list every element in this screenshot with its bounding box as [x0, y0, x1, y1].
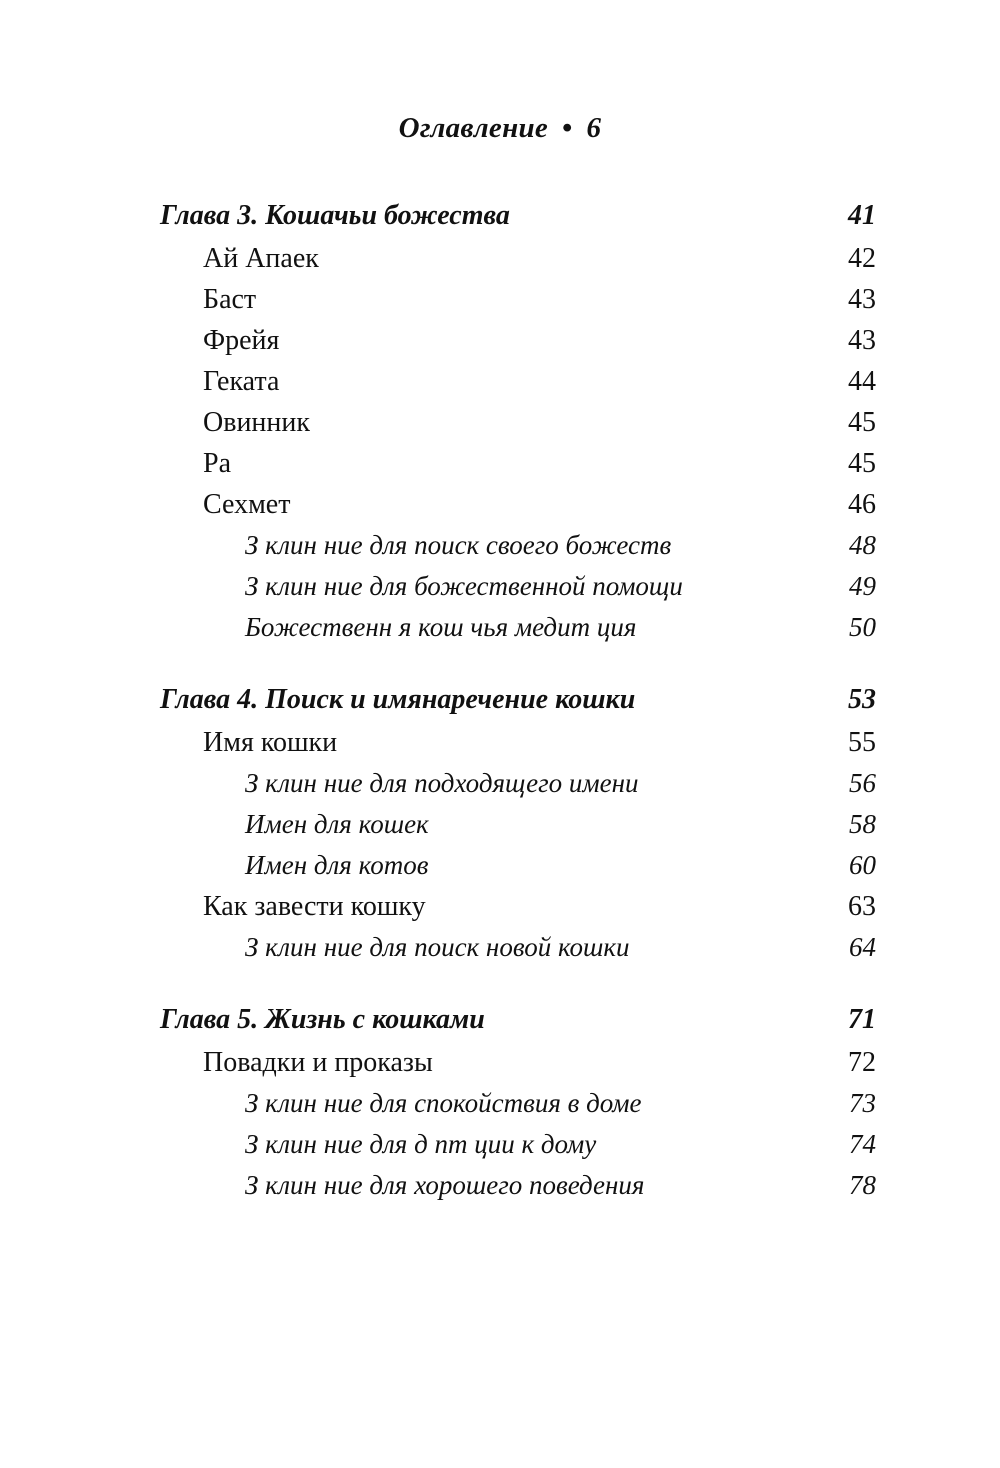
running-head — [0, 108, 1000, 148]
toc-subsection-entry[interactable] — [160, 804, 876, 845]
toc-subsection-entry[interactable] — [160, 1165, 876, 1206]
entry-title: З клин ние для хорошего поведения — [245, 1170, 645, 1200]
entry-page-number: 49 — [849, 571, 876, 601]
entry-page-number: 46 — [848, 489, 876, 520]
entry-title: Геката — [203, 366, 280, 397]
toc-subsection-entry[interactable] — [160, 566, 876, 607]
entry-page-number: 43 — [848, 325, 876, 356]
chapter-heading[interactable] — [160, 194, 876, 238]
running-head-page-number: 6 — [586, 112, 602, 144]
entry-page-number: 50 — [849, 612, 876, 642]
toc-section-entry[interactable] — [160, 1042, 876, 1083]
running-head-title: Оглавление — [398, 112, 549, 144]
entry-page-number: 72 — [848, 1047, 876, 1078]
chapter-block — [160, 194, 876, 648]
entry-title: З клин ние для поиск новой кошки — [245, 932, 630, 962]
chapter-title: Глава 5. Жизнь с кошками — [160, 1004, 485, 1035]
toc-subsection-entry[interactable] — [160, 927, 876, 968]
entry-title: Имя кошки — [203, 727, 338, 758]
entry-page-number: 60 — [849, 850, 876, 880]
toc-section-entry[interactable] — [160, 484, 876, 525]
entry-title: Как завести кошку — [203, 891, 426, 922]
chapter-page-number: 53 — [848, 684, 876, 715]
entry-page-number: 48 — [849, 530, 876, 560]
toc-section-entry[interactable] — [160, 402, 876, 443]
entry-page-number: 56 — [849, 768, 876, 798]
toc-subsection-entry[interactable] — [160, 845, 876, 886]
entry-title: З клин ние для божественной помощи — [245, 571, 683, 601]
entry-page-number: 73 — [849, 1088, 876, 1118]
chapter-block — [160, 678, 876, 968]
toc-section-entry[interactable] — [160, 886, 876, 927]
toc-subsection-entry[interactable] — [160, 525, 876, 566]
entry-page-number: 43 — [848, 284, 876, 315]
entry-title: Божественн я кош чья медит ция — [245, 612, 637, 642]
entry-page-number: 78 — [849, 1170, 876, 1200]
chapter-block — [160, 998, 876, 1206]
chapter-heading[interactable] — [160, 998, 876, 1042]
entry-page-number: 58 — [849, 809, 876, 839]
toc-subsection-entry[interactable] — [160, 1083, 876, 1124]
entry-page-number: 45 — [848, 407, 876, 438]
chapter-page-number: 71 — [848, 1004, 876, 1035]
entry-title: Имен для кошек — [245, 809, 429, 839]
chapter-page-number: 41 — [848, 200, 876, 231]
entry-title: З клин ние для подходящего имени — [245, 768, 639, 798]
entry-page-number: 64 — [849, 932, 876, 962]
toc-section-entry[interactable] — [160, 722, 876, 763]
entry-page-number: 45 — [848, 448, 876, 479]
toc-section-entry[interactable] — [160, 279, 876, 320]
entry-page-number: 74 — [849, 1129, 876, 1159]
toc-subsection-entry[interactable] — [160, 763, 876, 804]
table-of-contents — [160, 194, 876, 1236]
entry-title: З клин ние для спокойствия в доме — [245, 1088, 642, 1118]
entry-title: Сехмет — [203, 489, 291, 520]
entry-title: Ай Апаек — [203, 243, 319, 274]
entry-page-number: 42 — [848, 243, 876, 274]
toc-subsection-entry[interactable] — [160, 1124, 876, 1165]
entry-page-number: 44 — [848, 366, 876, 397]
toc-section-entry[interactable] — [160, 320, 876, 361]
chapter-heading[interactable] — [160, 678, 876, 722]
toc-section-entry[interactable] — [160, 361, 876, 402]
entry-title: Баст — [203, 284, 257, 315]
entry-title: З клин ние для д пт ции к дому — [245, 1129, 597, 1159]
entry-title: Имен для котов — [245, 850, 429, 880]
toc-subsection-entry[interactable] — [160, 607, 876, 648]
running-head-separator: • — [562, 112, 573, 144]
chapter-title: Глава 3. Кошачьи божества — [160, 200, 510, 231]
entry-title: Фрейя — [203, 325, 280, 356]
entry-title: Повадки и проказы — [203, 1047, 433, 1078]
entry-title: З клин ние для поиск своего божеств — [245, 530, 672, 560]
toc-section-entry[interactable] — [160, 238, 876, 279]
entry-title: Овинник — [203, 407, 310, 438]
entry-page-number: 63 — [848, 891, 876, 922]
toc-section-entry[interactable] — [160, 443, 876, 484]
entry-title: Ра — [203, 448, 231, 479]
entry-page-number: 55 — [848, 727, 876, 758]
chapter-title: Глава 4. Поиск и имянаречение кошки — [160, 684, 636, 715]
